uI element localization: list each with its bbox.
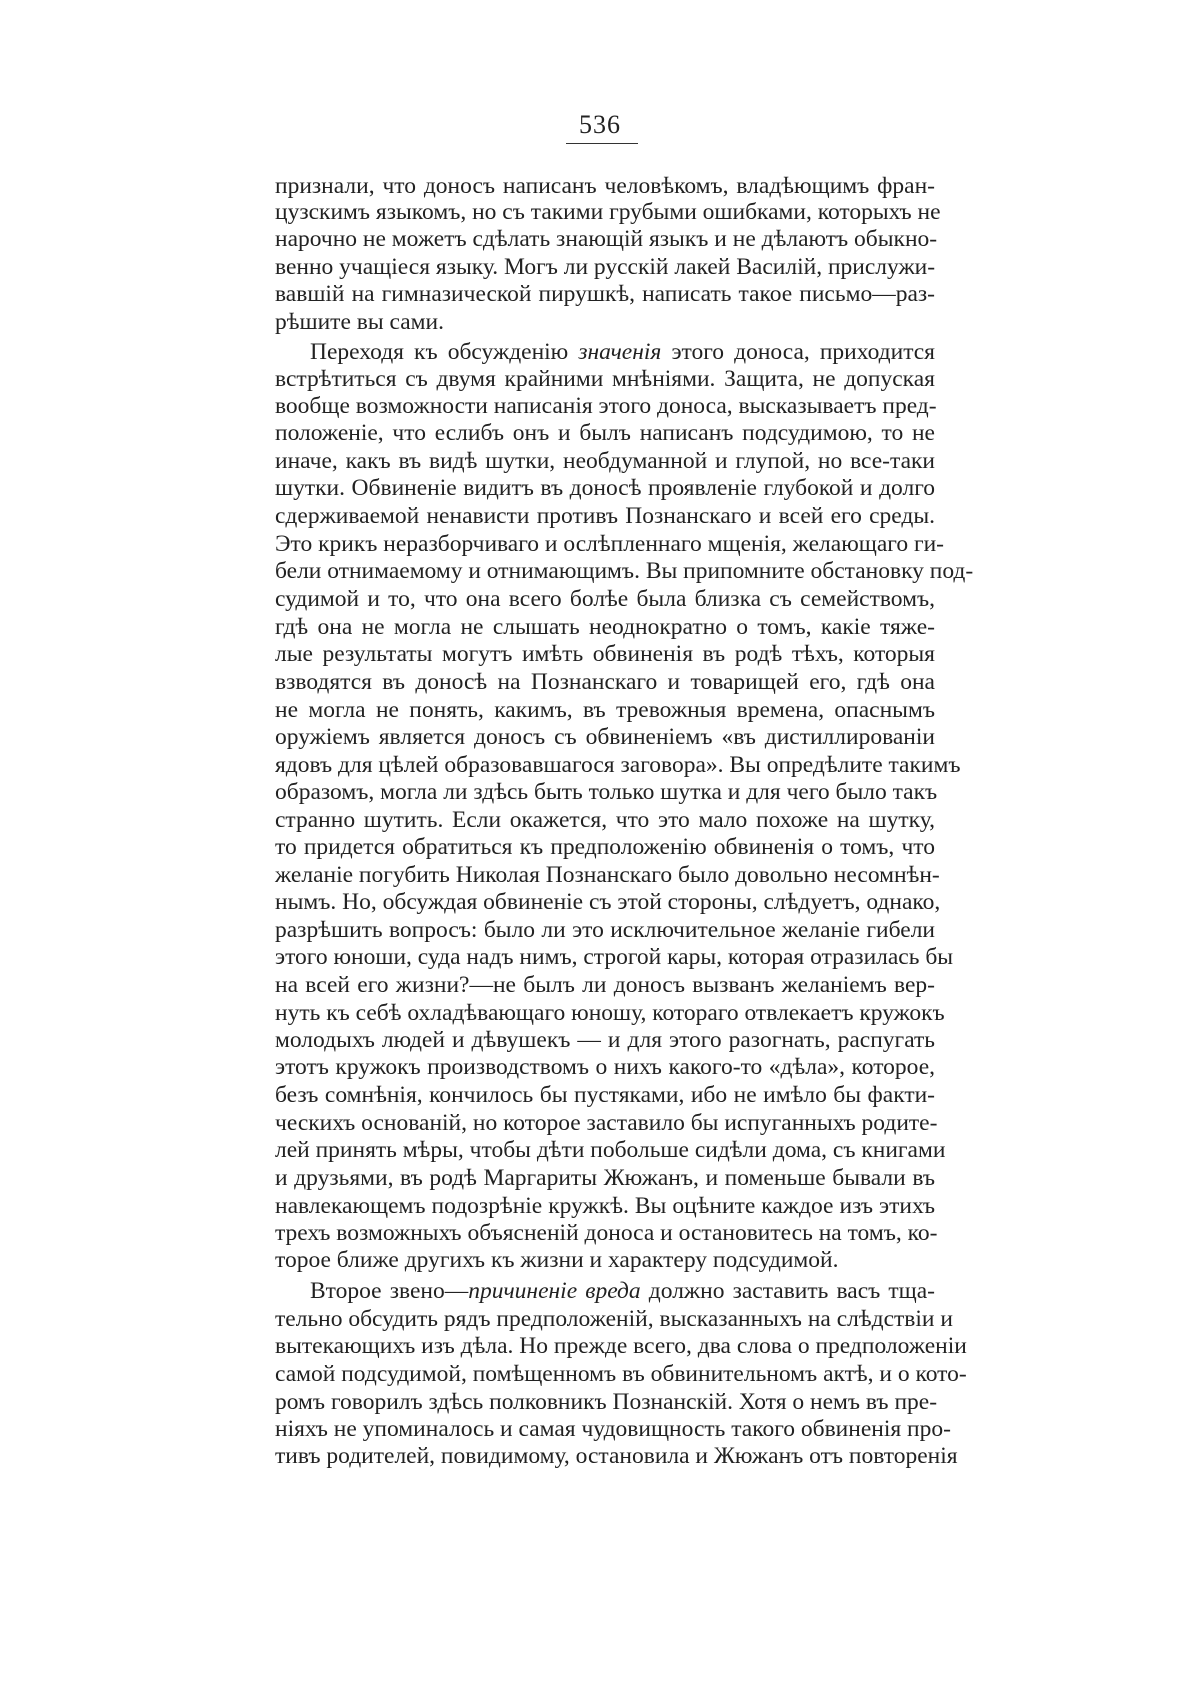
text-line: желаніе погубить Николая Познанскаго было довольно несомнѣн- bbox=[275, 862, 940, 888]
text-line: этотъ кружокъ производствомъ о нихъ какого-то «дѣла», которое, bbox=[275, 1054, 935, 1080]
text-line: нымъ. Но, обсуждая обвиненіе съ этой стороны, слѣдуетъ, однако, bbox=[275, 889, 941, 915]
text-line: разрѣшить вопросъ: было ли это исключительное желаніе гибели bbox=[275, 917, 935, 943]
text-line: этого юноши, суда надъ нимъ, строгой кары, которая отразилась бы bbox=[275, 944, 954, 970]
text-line: судимой и то, что она всего болѣе была близка съ семействомъ, bbox=[275, 586, 935, 612]
text-line: положеніе, что еслибъ онъ и былъ написанъ подсудимою, то не bbox=[275, 420, 935, 446]
text-line: вытекающихъ изъ дѣла. Но прежде всего, два слова о предположеніи bbox=[275, 1333, 967, 1359]
emphasis: причиненіе вреда bbox=[468, 1278, 641, 1304]
text-line: навлекающемъ подозрѣніе кружкѣ. Вы оцѣните каждое изъ этихъ bbox=[275, 1193, 935, 1219]
text-line: сдерживаемой ненависти противъ Познанскаго и всей его среды. bbox=[275, 503, 935, 529]
text-line: гдѣ она не могла не слышать неоднократно о томъ, какіе тяже- bbox=[275, 614, 935, 640]
text-line: не могла не понять, какимъ, въ тревожныя времена, опаснымъ bbox=[275, 697, 935, 723]
text-line: молодыхъ людей и дѣвушекъ — и для этого разогнать, распугать bbox=[275, 1027, 935, 1053]
text-line: самой подсудимой, помѣщенномъ въ обвинительномъ актѣ, и о кото- bbox=[275, 1361, 967, 1387]
text-line: лые результаты могутъ имѣть обвиненія въ родѣ тѣхъ, которыя bbox=[275, 641, 935, 667]
text-line: образомъ, могла ли здѣсь быть только шутка и для чего было такъ bbox=[275, 779, 938, 805]
text-line: бели отнимаемому и отнимающимъ. Вы припомните обстановку под- bbox=[275, 558, 974, 584]
page-number: 536 bbox=[579, 110, 621, 139]
text-line: встрѣтиться съ двумя крайними мнѣніями. Защита, не допуская bbox=[275, 366, 935, 392]
text-line: ядовъ для цѣлей образовавшагося заговора». Вы опредѣлите такимъ bbox=[275, 752, 961, 778]
text-line: цузскимъ языкомъ, но съ такими грубыми ошибками, которыхъ не bbox=[275, 199, 941, 225]
text-line: Переходя къ обсужденію значенія этого доноса, приходится bbox=[310, 339, 935, 365]
text-line: ческихъ основаній, но которое заставило бы испуганныхъ родите- bbox=[275, 1110, 938, 1136]
text-line: тивъ родителей, повидимому, остановила и Жюжанъ отъ повторенія bbox=[275, 1443, 958, 1469]
text-line: взводятся въ доносѣ на Познанскаго и товарищей его, гдѣ она bbox=[275, 669, 935, 695]
text-line: странно шутить. Если окажется, что это мало похоже на шутку, bbox=[275, 807, 935, 833]
text-line: признали, что доносъ написанъ человѣкомъ, владѣющимъ фран- bbox=[275, 173, 935, 199]
text-line: венно учащіеся языку. Могъ ли русскій лакей Василій, прислужи- bbox=[275, 254, 936, 280]
text-line: Это крикъ неразборчиваго и ослѣпленнаго мщенія, желающаго ги- bbox=[275, 531, 944, 557]
text-line: вообще возможности написанія этого доноса, высказываетъ пред- bbox=[275, 393, 937, 419]
text-line: нуть къ себѣ охладѣвающаго юношу, котораго отвлекаетъ кружокъ bbox=[275, 1000, 945, 1026]
text-line: Второе звено—причиненіе вреда должно заставить васъ тща- bbox=[310, 1278, 936, 1304]
emphasis: значенія bbox=[578, 339, 662, 365]
text-line: иначе, какъ въ видѣ шутки, необдуманной и глупой, но все-таки bbox=[275, 448, 935, 474]
text-line: нарочно не можетъ сдѣлать знающій языкъ и не дѣлаютъ обыкно- bbox=[275, 226, 938, 252]
text-line: вавшій на гимназической пирушкѣ, написать такое письмо—раз- bbox=[275, 281, 935, 307]
text-line: шутки. Обвиненіе видитъ въ доносѣ проявленіе глубокой и долго bbox=[275, 475, 935, 501]
text-line: то придется обратиться къ предположенію обвиненія о томъ, что bbox=[275, 834, 935, 860]
text-line: тельно обсудить рядъ предположеній, высказанныхъ на слѣдствіи и bbox=[275, 1306, 953, 1332]
page-number-rule bbox=[566, 143, 638, 144]
text-line: ромъ говорилъ здѣсь полковникъ Познанскій. Хотя о немъ въ пре- bbox=[275, 1389, 938, 1415]
text-line: рѣшите вы сами. bbox=[275, 309, 444, 335]
text-line: ніяхъ не упоминалось и самая чудовищность такого обвиненія про- bbox=[275, 1416, 951, 1442]
text-line: безъ сомнѣнія, кончилось бы пустяками, ибо не имѣло бы факти- bbox=[275, 1082, 935, 1108]
text-line: лей принять мѣры, чтобы дѣти побольше сидѣли дома, съ книгами bbox=[275, 1137, 946, 1163]
text-line: торое ближе другихъ къ жизни и характеру подсудимой. bbox=[275, 1247, 839, 1273]
text-line: оружіемъ является доносъ съ обвиненіемъ «въ дистиллированіи bbox=[275, 724, 935, 750]
text-line: трехъ возможныхъ объясненій доноса и остановитесь на томъ, ко- bbox=[275, 1220, 938, 1246]
text-line: на всей его жизни?—не былъ ли доносъ вызванъ желаніемъ вер- bbox=[275, 972, 935, 998]
text-line: и друзьями, въ родѣ Маргариты Жюжанъ, и поменьше бывали въ bbox=[275, 1165, 935, 1191]
